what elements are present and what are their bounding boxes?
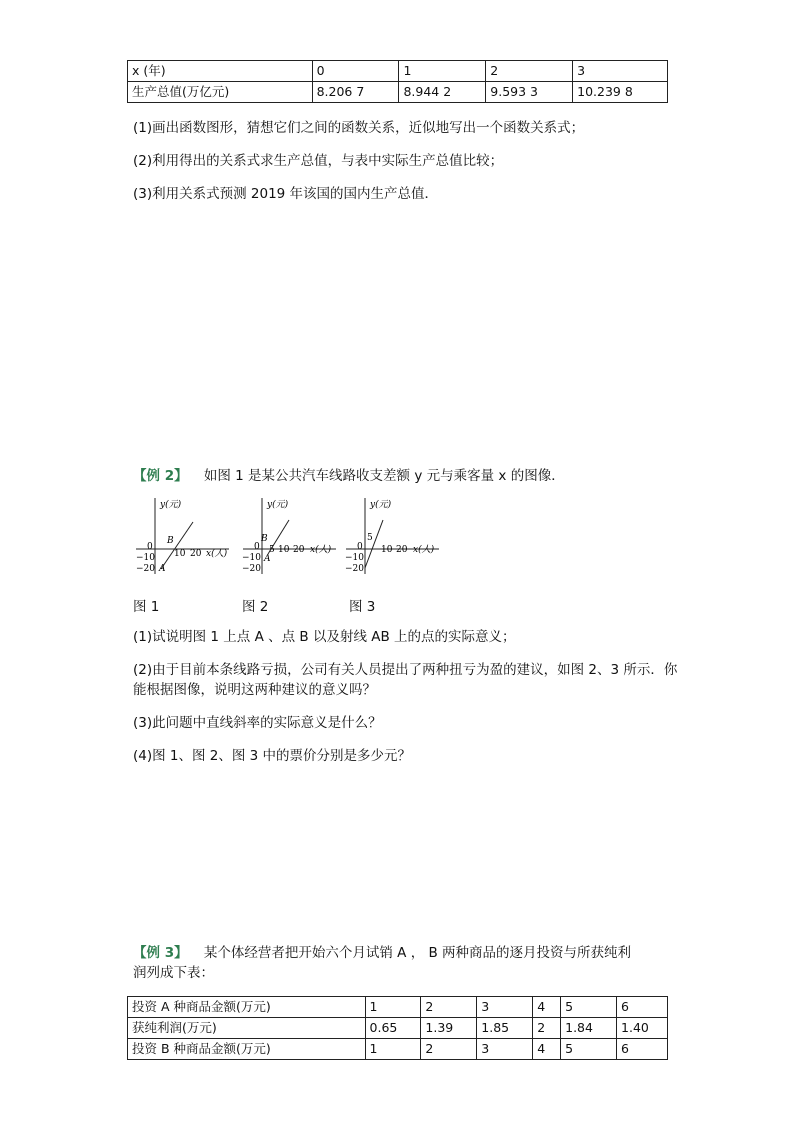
point-b-label: B <box>261 534 268 544</box>
x-axis-label: x(人) <box>413 545 435 555</box>
question-2: (2)利用得出的关系式求生产总值，与表中实际生产总值比较； <box>133 153 504 169</box>
table-row <box>128 1039 668 1060</box>
table-cell: 5 <box>561 997 617 1018</box>
y-tick-neg10: −10 <box>345 553 364 563</box>
point-b-label: B <box>167 536 174 546</box>
table-cell: 3 <box>477 1039 533 1060</box>
x-tick-10: 10 <box>278 545 290 555</box>
y-tick-neg20: −20 <box>345 564 364 574</box>
y-axis-label: y(元) <box>160 500 182 510</box>
table-row <box>128 997 668 1018</box>
table-cell: x (年) <box>128 61 313 82</box>
table-cell: 1.40 <box>617 1018 668 1039</box>
example-3-intro-line <box>133 944 631 962</box>
table-cell: 8.944 2 <box>399 82 486 103</box>
x-axis-label: x(人) <box>206 549 228 559</box>
y-axis-label: y(元) <box>267 500 289 510</box>
table-cell: 2 <box>533 1018 561 1039</box>
point-a-label: A <box>264 554 271 564</box>
table-row <box>128 1018 668 1039</box>
example-2-question-3: (3)此问题中直线斜率的实际意义是什么？ <box>133 715 382 731</box>
investment-table <box>127 996 668 1060</box>
table-cell: 10.239 8 <box>573 82 668 103</box>
question-1: (1)画出函数图形，猜想它们之间的函数关系，近似地写出一个函数关系式； <box>133 120 585 136</box>
y-tick-neg20: −20 <box>242 564 261 574</box>
table-cell: 投资 B 种商品金额(万元) <box>128 1039 366 1060</box>
example-2-tag: 【例 2】 <box>133 468 188 484</box>
table-cell: 1 <box>365 1039 421 1060</box>
table-cell: 获纯利润(万元) <box>128 1018 366 1039</box>
figure-1-caption: 图 1 <box>133 599 160 615</box>
figure-2-caption: 图 2 <box>242 599 269 615</box>
table-cell: 6 <box>617 1039 668 1060</box>
table-cell: 8.206 7 <box>312 82 399 103</box>
origin-label: 0 <box>357 542 363 552</box>
figure-3-caption: 图 3 <box>349 599 376 615</box>
figure-3-graph <box>343 494 443 578</box>
example-2-intro-line <box>133 467 565 485</box>
table-cell: 0.65 <box>365 1018 421 1039</box>
figure-2-graph <box>240 494 340 578</box>
y-axis-label: y(元) <box>370 500 392 510</box>
y-tick-5: 5 <box>367 533 373 543</box>
table-cell: 2 <box>486 61 573 82</box>
x-tick-10: 10 <box>174 549 186 559</box>
example-3-intro: 某个体经营者把开始六个月试销 A ， B 两种商品的逐月投资与所获纯利 <box>203 945 632 961</box>
y-tick-neg10: −10 <box>242 553 261 563</box>
origin-label: 0 <box>254 542 260 552</box>
x-tick-20: 20 <box>190 549 202 559</box>
line <box>365 520 383 568</box>
x-tick-20: 20 <box>293 545 305 555</box>
table-cell: 1.39 <box>421 1018 477 1039</box>
table-cell: 3 <box>477 997 533 1018</box>
origin-label: 0 <box>147 542 153 552</box>
table-cell: 2 <box>421 997 477 1018</box>
table-cell: 4 <box>533 1039 561 1060</box>
table-cell: 生产总值(万亿元) <box>128 82 313 103</box>
example-2-question-4: (4)图 1、图 2、图 3 中的票价分别是多少元？ <box>133 748 412 764</box>
table-cell: 5 <box>561 1039 617 1060</box>
table-cell: 0 <box>312 61 399 82</box>
table-cell: 9.593 3 <box>486 82 573 103</box>
table-row <box>128 82 668 103</box>
example-2-intro: 如图 1 是某公共汽车线路收支差额 y 元与乘客量 x 的图像． <box>203 468 565 484</box>
table-row <box>128 61 668 82</box>
table-cell: 1.85 <box>477 1018 533 1039</box>
example-2-question-2-line-1: (2)由于目前本条线路亏损，公司有关人员提出了两种扭亏为盈的建议，如图 2、3 所示．你 <box>133 662 678 678</box>
table-cell: 6 <box>617 997 668 1018</box>
example-3-tag: 【例 3】 <box>133 945 188 961</box>
x-tick-10: 10 <box>381 545 393 555</box>
point-a-label: A <box>159 564 166 574</box>
gdp-table <box>127 60 668 103</box>
example-3-intro-line-2: 润列成下表： <box>133 965 214 981</box>
table-cell: 投资 A 种商品金额(万元) <box>128 997 366 1018</box>
table-cell: 1.84 <box>561 1018 617 1039</box>
example-2-question-2-line-2: 能根据图像，说明这两种建议的意义吗？ <box>133 682 376 698</box>
table-cell: 4 <box>533 997 561 1018</box>
table-cell: 3 <box>573 61 668 82</box>
table-cell: 1 <box>399 61 486 82</box>
x-tick-20: 20 <box>396 545 408 555</box>
y-tick-neg20: −20 <box>136 564 155 574</box>
table-cell: 2 <box>421 1039 477 1060</box>
table-cell: 1 <box>365 997 421 1018</box>
y-tick-neg10: −10 <box>136 553 155 563</box>
example-2-question-1: (1)试说明图 1 上点 A 、点 B 以及射线 AB 上的点的实际意义； <box>133 629 516 645</box>
figure-1-graph <box>133 494 233 578</box>
question-3: (3)利用关系式预测 2019 年该国的国内生产总值． <box>133 186 439 202</box>
ray-ab <box>161 522 193 569</box>
x-axis-label: x(人) <box>310 545 332 555</box>
x-tick-5: 5 <box>269 545 275 555</box>
